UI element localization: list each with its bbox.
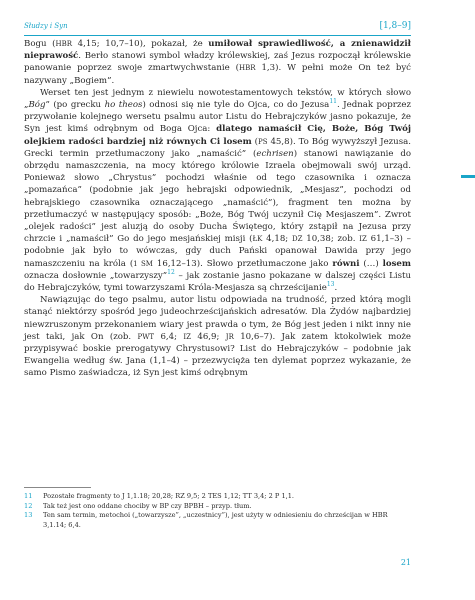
paragraph-2: Werset ten jest jednym z niewielu nowotestamentowych tekstów, w których słowo „Bóg” (po grecku ho theos) odnosi się nie tyle do Ojca, co do Jezusa$^{11}$. Jednak poprzez przywołanie kolejnego wersetu psalmu autor Listu do Hebrajczyków jasno pokazuje, że Syn jest kimś odrębnym od Boga Ojca: dlatego namaścił Cię, Boże, Bóg Twój olejkiem radości bardziej niż równych Ci losem (PS 45,8). To Bóg wywyższył Jezusa. Grecki termin przetłumaczony jako „namaścić” (echrisen) stanowi nawiązanie do obrzędu namaszczenia, na mocy którego królowie Izraela obejmowali swój urząd. Ponieważ słowo „Chrystus” pochodzi właśnie od tego czasownika i oznacza „pomazańca” (podobnie jak jego hebrajski odpowiednik, „Mesjasz”, pochodzi od hebrajskiego czasownika oznaczającego „namaścić”), fragment ten można by przetłumaczyć w następujący sposób: „Boże, Bóg Twój uczynił Cię Mesjaszem”. Zwrot „olejek radości” jest aluzją do osoby Ducha Świętego, który zstąpił na Jezusa przy chrzcie i „namaścił” Go do jego mesjańskiej misji (ŁK 4,18; DZ 10,38; zob. IZ 61,1–3) – podobnie jak było to wówczas, gdy duch Pański opanował Dawida przy jego namaszczeniu na króla (1 SM 16,12–13). Słowo przetłumaczone jako równi (…) losem oznacza dosłownie „towarzyszy”$^{12}$ – jak zostanie jasno pokazane w dalszej części Listu do Hebrajczyków, tymi towarzyszami Króla-Mesjasza są chrześcijanie$^{13}$. [24,87,412,294]
side-marker [461,175,475,178]
footnotes [24,492,411,530]
footnote-text: Ten sam termin, metochoi („towarzysze”, „uczestnicy”), jest użyty w odniesieniu do chrześcijan w HBR 3,1.14; 6,4. [43,511,388,529]
footnote [24,511,411,530]
page-number: 21 [400,558,411,567]
paragraph-1: Bogu (HBR 4,15; 10,7–10), pokazał, że umiłował sprawiedliwość, a znienawidził nieprawość. Berło stanowi symbol władzy królewskiej, zaś Jezus rozpoczął królewskie panowanie poprzez swoje zmartwychwstanie (HBR 1,3). W pełni może On też być nazywany „Bogiem”. [24,39,411,86]
main-text [24,38,411,380]
footnote [24,492,411,502]
header-title: Słudzy i Syn [24,22,68,30]
running-header [24,22,411,36]
footnote-number: 13 [24,511,33,520]
header-verse-range: [1,8–9] [379,21,411,31]
footnote-number: 11 [24,492,33,500]
header-rule [24,35,411,36]
paragraph-3: Nawiązując do tego psalmu, autor listu odpowiada na trudność, przed którą mogli stanąć niektórzy spośród jego judeochrześcijańskich adresatów. Dla Żydów najbardziej niewzruszonym przekonaniem wiary jest prawda o tym, że Bóg jest jeden i nikt inny nie jest taki, jak On (zob. PWT 6,4; IZ 46,9; JR 10,6–7). Jak zatem ktokolwiek może przypisywać boskie prerogatywy Chrystusowi? List do Hebrajczyków – podobnie jak Ewangelia według św. Jana (1,1–4) – przezwycięża ten dylemat poprzez wykazanie, że samo Pismo zaświadcza, iż Syn jest kimś odrębnym [24,295,412,379]
footnote-text: Tak też jest ono oddane chociby w BP czy BPBH – przyp. tłum. [43,501,252,510]
footnote-rule [24,487,91,488]
footnote [24,502,411,512]
footnote-number: 12 [24,501,33,510]
footnote-text: Pozostałe fragmenty to J 1,1.18; 20,28; RZ 9,5; 2 TES 1,12; TT 3,4; 2 P 1,1. [43,492,295,500]
